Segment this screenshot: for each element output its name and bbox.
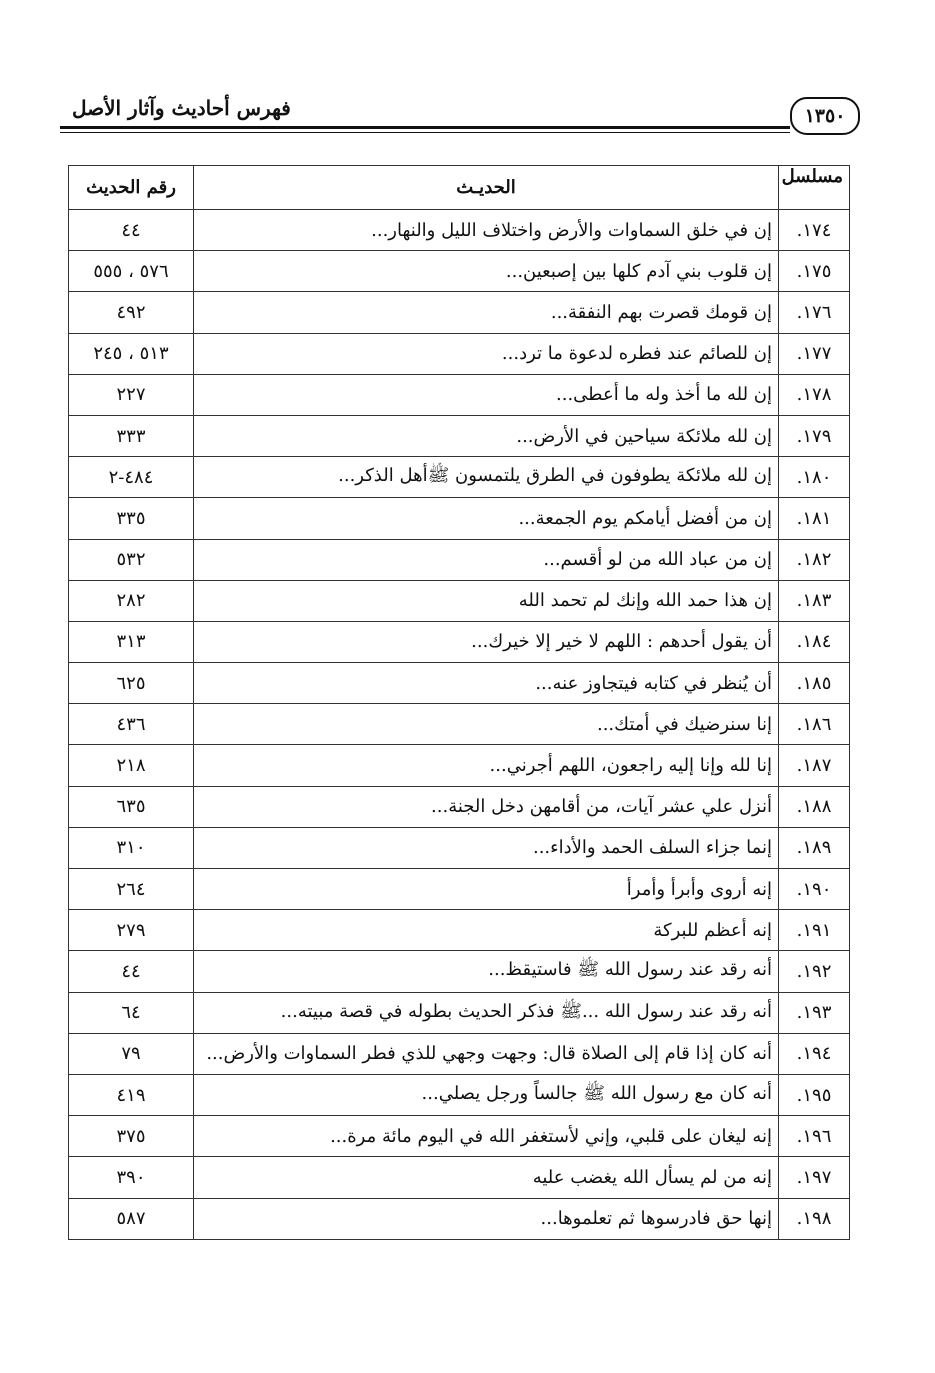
row-hadith-text: إنه أروى وأبرأ وأمرأ	[194, 869, 779, 910]
hadith-index-table	[68, 165, 850, 1240]
table-row	[69, 498, 850, 539]
row-hadith-text: إن هذا حمد الله وإنك لم تحمد الله	[194, 580, 779, 621]
row-hadith-number: ٢٦٤	[69, 869, 194, 910]
row-hadith-text: إن لله ما أخذ وله ما أعطى...	[194, 374, 779, 415]
row-hadith-number: ٥٨٧	[69, 1198, 194, 1239]
row-hadith-number: ٥٧٦ ، ٥٥٥	[69, 251, 194, 292]
row-hadith-text: إن قلوب بني آدم كلها بين إصبعين...	[194, 251, 779, 292]
table-row	[69, 1198, 850, 1239]
row-serial: ١٨٩.	[779, 827, 850, 868]
row-serial: ١٩٢.	[779, 951, 850, 992]
row-hadith-text: أنزل علي عشر آيات، من أقامهن دخل الجنة...	[194, 786, 779, 827]
table-row	[69, 374, 850, 415]
row-serial: ١٩٦.	[779, 1116, 850, 1157]
row-hadith-number: ٦٤	[69, 992, 194, 1033]
row-hadith-text: أنه رقد عند رسول الله ...ﷺ فذكر الحديث بطوله في قصة مبيته...	[194, 992, 779, 1033]
table-body	[69, 210, 850, 1240]
row-hadith-number: ٣١٣	[69, 621, 194, 662]
table-row	[69, 786, 850, 827]
row-serial: ١٨٦.	[779, 704, 850, 745]
row-serial: ١٨٧.	[779, 745, 850, 786]
row-hadith-number: ٣٩٠	[69, 1157, 194, 1198]
page-header	[60, 92, 860, 138]
row-hadith-text: إنما جزاء السلف الحمد والأداء...	[194, 827, 779, 868]
row-hadith-text: إن من عباد الله من لو أقسم...	[194, 539, 779, 580]
row-hadith-number: ٣٧٥	[69, 1116, 194, 1157]
row-hadith-text: إنه من لم يسأل الله يغضب عليه	[194, 1157, 779, 1198]
header-rule-thin	[60, 132, 790, 133]
row-serial: ١٨١.	[779, 498, 850, 539]
row-hadith-number: ٥٣٢	[69, 539, 194, 580]
row-hadith-number: ٤٤	[69, 210, 194, 251]
row-hadith-number: ٢٨٢	[69, 580, 194, 621]
table-header-row	[69, 166, 850, 210]
table-row	[69, 457, 850, 498]
row-hadith-text: إن لله ملائكة سياحين في الأرض...	[194, 415, 779, 456]
table-row	[69, 1074, 850, 1115]
row-hadith-text: أن يقول أحدهم : اللهم لا خير إلا خيرك...	[194, 621, 779, 662]
row-hadith-text: أن يُنظر في كتابه فيتجاوز عنه...	[194, 663, 779, 704]
row-serial: ١٨٥.	[779, 663, 850, 704]
row-hadith-text: إن لله ملائكة يطوفون في الطرق يلتمسون ﷺأهل الذكر...	[194, 457, 779, 498]
row-serial: ١٧٩.	[779, 415, 850, 456]
row-hadith-text: أنه كان مع رسول الله ﷺ جالساً ورجل يصلي...	[194, 1074, 779, 1115]
row-serial: ١٧٧.	[779, 333, 850, 374]
table-row	[69, 992, 850, 1033]
row-serial: ١٧٥.	[779, 251, 850, 292]
row-hadith-text: إنه ليغان على قلبي، وإني لأستغفر الله في اليوم مائة مرة...	[194, 1116, 779, 1157]
row-hadith-number: ٦٢٥	[69, 663, 194, 704]
row-hadith-text: إنه أعظم للبركة	[194, 910, 779, 951]
table-row	[69, 869, 850, 910]
page-number: ١٣٥٠	[790, 97, 860, 135]
table-row	[69, 539, 850, 580]
table-row	[69, 910, 850, 951]
table-row	[69, 251, 850, 292]
table-row	[69, 210, 850, 251]
row-hadith-number: ٣١٠	[69, 827, 194, 868]
row-hadith-number: ٢٢٧	[69, 374, 194, 415]
row-serial: ١٧٨.	[779, 374, 850, 415]
header-hadith-number: رقم الحديث	[69, 166, 194, 210]
table-row	[69, 415, 850, 456]
table-row	[69, 292, 850, 333]
table-row	[69, 951, 850, 992]
header-rule	[60, 126, 790, 129]
row-hadith-number: ٣٣٣	[69, 415, 194, 456]
row-hadith-number: ٣٣٥	[69, 498, 194, 539]
header-serial: مسلسل	[779, 166, 850, 210]
row-serial: ١٧٤.	[779, 210, 850, 251]
row-hadith-text: إنا لله وإنا إليه راجعون، اللهم أجرني...	[194, 745, 779, 786]
row-serial: ١٨٨.	[779, 786, 850, 827]
row-hadith-number: ٢١٨	[69, 745, 194, 786]
table-row	[69, 663, 850, 704]
table-row	[69, 621, 850, 662]
row-hadith-text: إن من أفضل أيامكم يوم الجمعة...	[194, 498, 779, 539]
row-serial: ١٩١.	[779, 910, 850, 951]
row-serial: ١٨٠.	[779, 457, 850, 498]
running-title: فهرس أحاديث وآثار الأصل	[72, 96, 291, 120]
row-hadith-number: ٤٤	[69, 951, 194, 992]
row-serial: ١٨٤.	[779, 621, 850, 662]
table-row	[69, 580, 850, 621]
row-hadith-text: إن في خلق السماوات والأرض واختلاف الليل والنهار...	[194, 210, 779, 251]
row-hadith-number: ٤١٩	[69, 1074, 194, 1115]
table-row	[69, 333, 850, 374]
row-hadith-number: ٧٩	[69, 1033, 194, 1074]
table-row	[69, 1033, 850, 1074]
row-hadith-text: إنا سنرضيك في أمتك...	[194, 704, 779, 745]
row-serial: ١٩٥.	[779, 1074, 850, 1115]
row-hadith-number: ٤٣٦	[69, 704, 194, 745]
table-row	[69, 1157, 850, 1198]
table-row	[69, 827, 850, 868]
row-hadith-number: ٢٧٩	[69, 910, 194, 951]
row-serial: ١٩٧.	[779, 1157, 850, 1198]
row-hadith-number: ٤٩٢	[69, 292, 194, 333]
row-hadith-text: إن قومك قصرت بهم النفقة...	[194, 292, 779, 333]
table-row	[69, 745, 850, 786]
row-hadith-text: إنها حق فادرسوها ثم تعلموها...	[194, 1198, 779, 1239]
row-hadith-text: أنه رقد عند رسول الله ﷺ فاستيقظ...	[194, 951, 779, 992]
row-serial: ١٩٠.	[779, 869, 850, 910]
row-serial: ١٩٨.	[779, 1198, 850, 1239]
table-row	[69, 1116, 850, 1157]
header-hadith: الحديـث	[194, 166, 779, 210]
row-serial: ١٩٤.	[779, 1033, 850, 1074]
row-hadith-number: ٤٨٤-٢	[69, 457, 194, 498]
row-hadith-text: إن للصائم عند فطره لدعوة ما ترد...	[194, 333, 779, 374]
row-hadith-number: ٥١٣ ، ٢٤٥	[69, 333, 194, 374]
row-serial: ١٨٣.	[779, 580, 850, 621]
row-serial: ١٩٣.	[779, 992, 850, 1033]
row-hadith-text: أنه كان إذا قام إلى الصلاة قال: وجهت وجهي للذي فطر السماوات والأرض...	[194, 1033, 779, 1074]
row-serial: ١٨٢.	[779, 539, 850, 580]
table-row	[69, 704, 850, 745]
row-serial: ١٧٦.	[779, 292, 850, 333]
row-hadith-number: ٦٣٥	[69, 786, 194, 827]
